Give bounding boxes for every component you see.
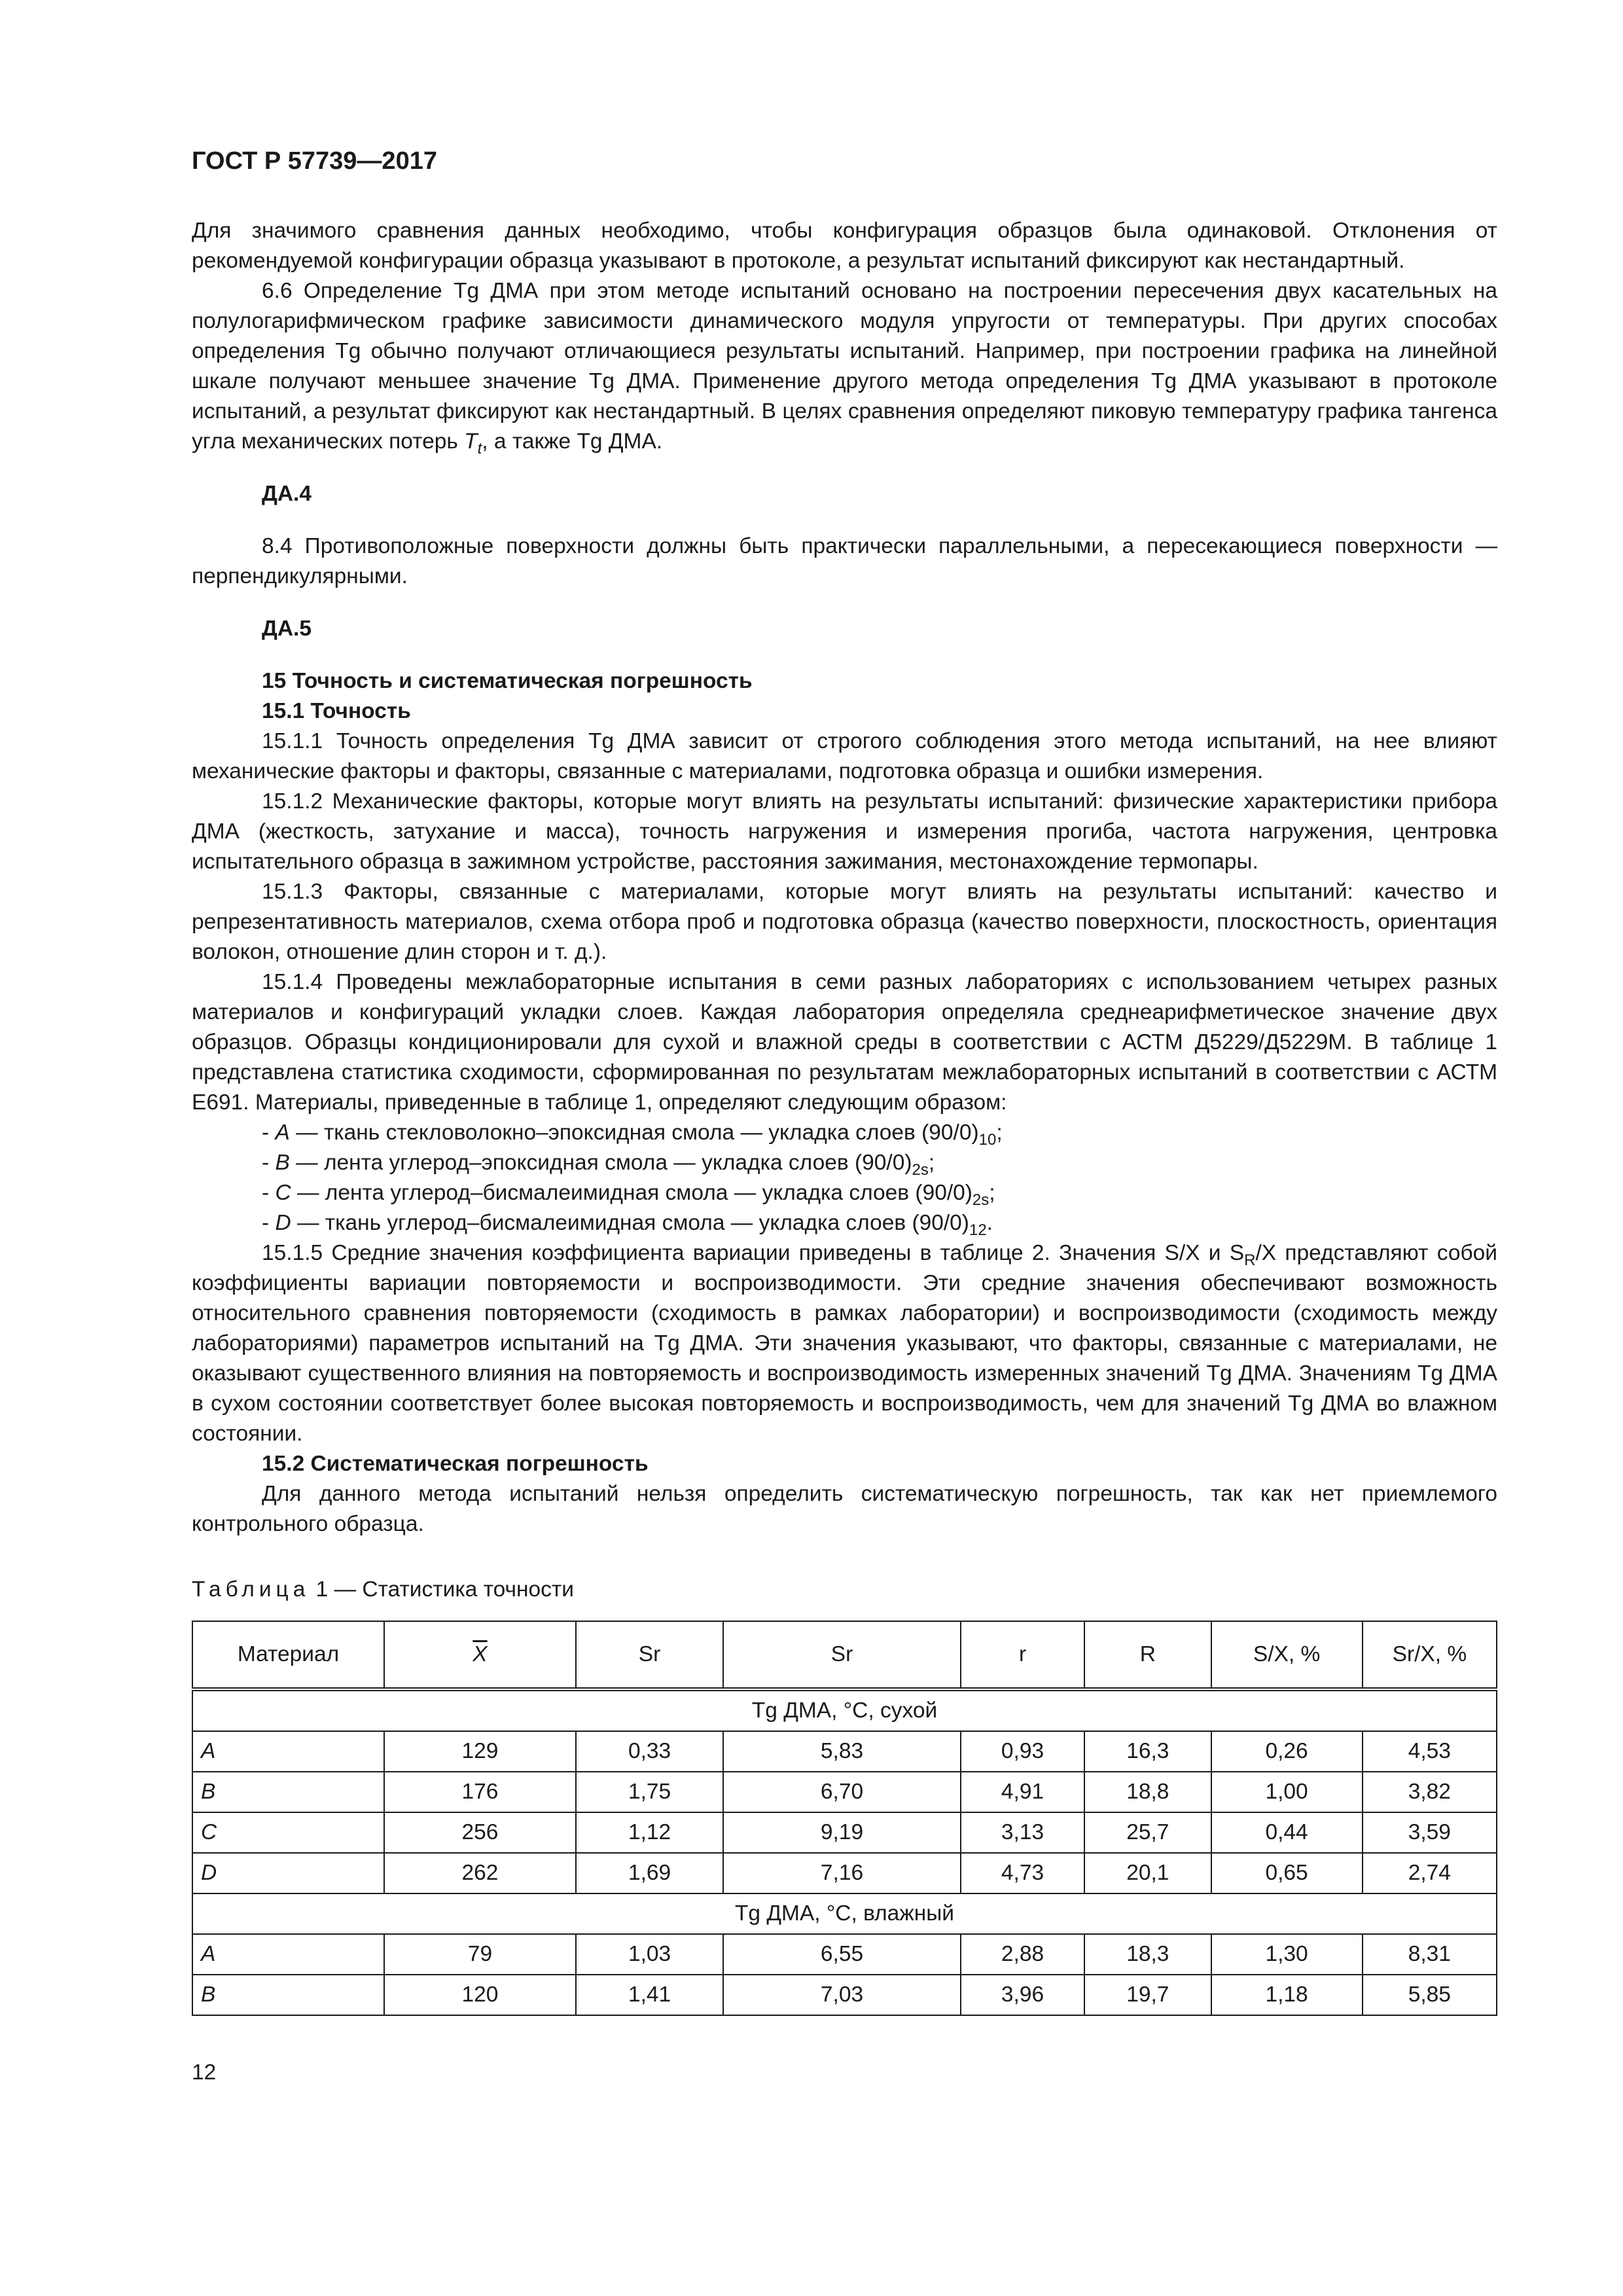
section-da5-heading: ДА.5 [262,617,312,641]
table-cell: 0,26 [1211,1731,1363,1772]
table-row [192,1934,1497,1975]
paragraph-15-1-4: 15.1.4 Проведены межлабораторные испытания в семи разных лабораториях с использованием четырех разных материалов и конфигураций укладки слоев. Каждая лаборатория определяла среднеарифметическое значение двух образцов. Образцы кондиционировали для сухой и влажной среды в соответствии с АСТМ Д5229/Д5229М. В таблице 1 представлена статистика сходимости, сформированная по результатам межлабораторных испытаний в соответствии с АСТМ Е691. Материалы, приведенные в таблице 1, определяют следующим образом: [192,970,1497,1115]
paragraph-15-1-2: 15.1.2 Механические факторы, которые могут влиять на результаты испытаний: физические характеристики прибора ДМА (жесткость, затухание и масса), точность нагружения и измерения прогиба, частота нагружения, центровка испытательного образца в зажимном устройстве, расстояния зажимания, местонахождение термопары. [192,789,1497,874]
paragraph-8-4: 8.4 Противоположные поверхности должны быть практически параллельными, а пересекающиеся поверхности — перпендикулярными. [192,534,1497,588]
paragraph-15-1-3: 15.1.3 Факторы, связанные с материалами, которые могут влиять на результаты испытаний: качество и репрезентативность материалов, схема отбора проб и подготовка образца (качество поверхности, плоскостность, ориентация волокон, отношение длин сторон и т. д.). [192,880,1497,964]
precision-statistics-table [192,1621,1497,2016]
column-header-material: Материал [192,1621,384,1689]
table-group-row [192,1893,1497,1934]
list-item: - C — лента углерод–бисмалеимидная смола — укладка слоев $(90/0)_{2s}$; [262,1181,995,1209]
table-cell: 4,91 [961,1772,1084,1812]
table-cell: D [192,1853,384,1893]
column-header-sr-x: Sr/X, % [1363,1621,1497,1689]
table-cell: A [192,1934,384,1975]
table-cell: 16,3 [1084,1731,1211,1772]
table-cell: 1,12 [576,1812,723,1853]
paragraph-6-6: 6.6 Определение Tg ДМА при этом методе испытаний основано на построении пересечения двух касательных на полулогарифмическом графике зависимости динамического модуля упругости от температуры. При других способах определения Tg обычно получают отличающиеся результаты испытаний. Например, при построении графика на линейной шкале получают меньшее значение Tg ДМА. Применение другого метода определения Tg ДМА указывают в протоколе испытаний, а результат фиксируют как нестандартный. В целях сравнения определяют пиковую температуру графика тангенса угла механических потерь $T_t$, а также Tg ДМА. [192,279,1497,457]
table-cell: 120 [384,1975,576,2015]
group-label-wet: Tg ДМА, °С, влажный [192,1893,1497,1934]
table-cell: 256 [384,1812,576,1853]
table-cell: 129 [384,1731,576,1772]
table-cell: 1,75 [576,1772,723,1812]
list-item: - A — ткань стекловолокно–эпоксидная смола — укладка слоев $(90/0)_{10}$; [262,1121,1003,1149]
table-cell: 1,18 [1211,1975,1363,2015]
table-row [192,1975,1497,2015]
table-cell: 79 [384,1934,576,1975]
table-row [192,1812,1497,1853]
table-cell: 2,74 [1363,1853,1497,1893]
table-cell: 18,3 [1084,1934,1211,1975]
section-da4-heading: ДА.4 [262,482,312,506]
table-cell: 176 [384,1772,576,1812]
column-header-sr: Sr [576,1621,723,1689]
table-cell: 6,55 [723,1934,961,1975]
table-cell: 3,13 [961,1812,1084,1853]
table-cell: 1,41 [576,1975,723,2015]
table-row [192,1731,1497,1772]
table-cell: 262 [384,1853,576,1893]
document-page [192,147,1497,2016]
table-cell: 7,03 [723,1975,961,2015]
table-cell: 2,88 [961,1934,1084,1975]
table-cell: 25,7 [1084,1812,1211,1853]
table-cell: B [192,1772,384,1812]
table-cell: C [192,1812,384,1853]
heading-15: 15 Точность и систематическая погрешность [262,669,753,693]
table-row [192,1853,1497,1893]
table-cell: 5,83 [723,1731,961,1772]
table-cell: 6,70 [723,1772,961,1812]
column-header-mean: $\overline{X}$ [384,1621,576,1689]
table-row [192,1772,1497,1812]
table-cell: 20,1 [1084,1853,1211,1893]
table-cell: A [192,1731,384,1772]
table-group-row [192,1689,1497,1731]
column-header-r: r [961,1621,1084,1689]
table-cell: 9,19 [723,1812,961,1853]
table-cell: 3,96 [961,1975,1084,2015]
table-cell: 5,85 [1363,1975,1497,2015]
table-cell: 3,59 [1363,1812,1497,1853]
paragraph-15-2: Для данного метода испытаний нельзя определить систематическую погрешность, так как нет приемлемого контрольного образца. [192,1482,1497,1536]
paragraph-15-1-1: 15.1.1 Точность определения Tg ДМА зависит от строгого соблюдения этого метода испытаний, на нее влияют механические факторы и факторы, связанные с материалами, подготовка образца и ошибки измерения. [192,729,1497,783]
table-cell: 0,93 [961,1731,1084,1772]
table-cell: 1,30 [1211,1934,1363,1975]
table-cell: 0,65 [1211,1853,1363,1893]
column-header-sr-2: Sr [723,1621,961,1689]
heading-15-2: 15.2 Систематическая погрешность [262,1452,649,1476]
table-cell: 4,53 [1363,1731,1497,1772]
table-cell: 0,44 [1211,1812,1363,1853]
table-cell: 1,00 [1211,1772,1363,1812]
table-cell: 19,7 [1084,1975,1211,2015]
heading-15-1: 15.1 Точность [262,699,411,723]
table-cell: 1,03 [576,1934,723,1975]
table-cell: B [192,1975,384,2015]
column-header-s-x: S/X, % [1211,1621,1363,1689]
table-cell: 7,16 [723,1853,961,1893]
table-cell: 4,73 [961,1853,1084,1893]
table-caption: Таблица 1 — Статистика точности [192,1577,574,1602]
table-cell: 3,82 [1363,1772,1497,1812]
group-label-dry: Tg ДМА, °С, сухой [192,1689,1497,1731]
table-cell: 18,8 [1084,1772,1211,1812]
table-cell: 0,33 [576,1731,723,1772]
page-number: 12 [192,2060,217,2085]
column-header-r-upper: R [1084,1621,1211,1689]
document-code-header: ГОСТ Р 57739—2017 [192,147,437,175]
paragraph-config: Для значимого сравнения данных необходимо, чтобы конфигурация образцов была одинаковой. Отклонения от рекомендуемой конфигурации образца указывают в протоколе, а результат испытаний фиксируют как нестандартный. [192,219,1497,273]
materials-list [192,1118,1497,1238]
list-item: - B — лента углерод–эпоксидная смола — укладка слоев $(90/0)_{2s}$; [262,1151,935,1179]
table-cell: 1,69 [576,1853,723,1893]
table-header-row [192,1621,1497,1689]
paragraph-15-1-5: 15.1.5 Средние значения коэффициента вариации приведены в таблице 2. Значения S/X и $S_R/X$ представляют собой коэффициенты вариации повторяемости и воспроизводимости. Эти средние значения обеспечивают возможность относительного сравнения повторяемости (сходимость в рамках лаборатории) и воспроизводимости (сходимость между лабораториями) параметров испытаний на Tg ДМА. Эти значения указывают, что факторы, связанные с материалами, не оказывают существенного влияния на повторяемость и воспроизводимость измеренных значений Tg ДМА. Значениям Tg ДМА в сухом состоянии соответствует более высокая повторяемость и воспроизводимость, чем для значений Tg ДМА во влажном состоянии. [192,1241,1497,1446]
list-item: - D — ткань углерод–бисмалеимидная смола — укладка слоев $(90/0)_{12}$. [262,1211,993,1239]
table-cell: 8,31 [1363,1934,1497,1975]
